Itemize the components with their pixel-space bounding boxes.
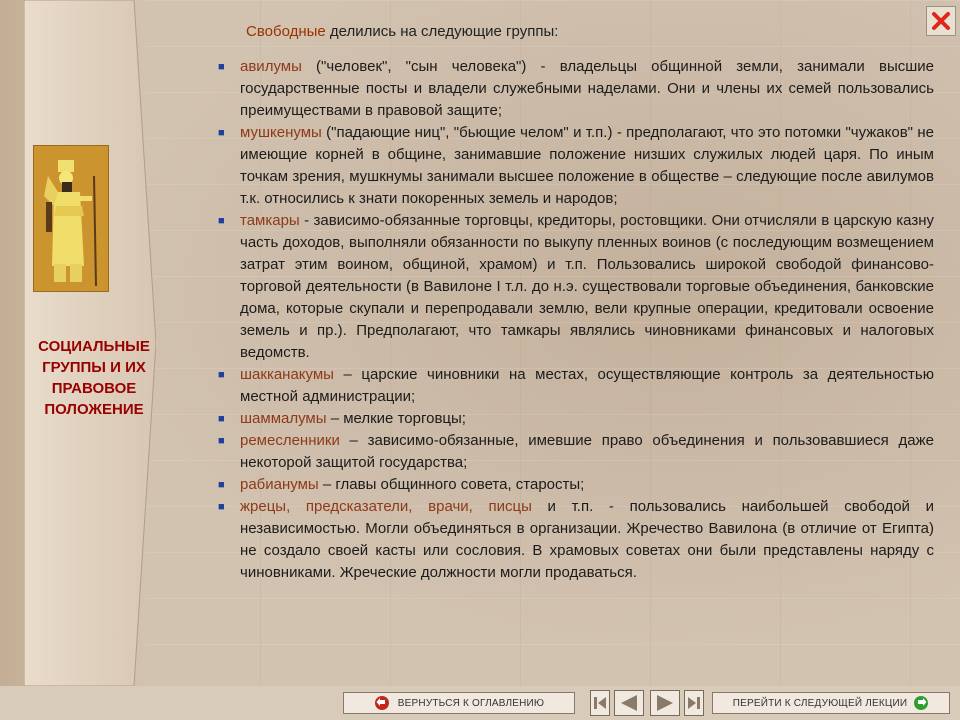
section-title-line-3: ПРАВОВОЕ (51, 380, 137, 397)
bullet-icon: ■ (218, 479, 225, 491)
groups-list (214, 56, 934, 584)
item-text: - зависимо-обязанные торговцы, кредиторы, ростовщики. Они отчисляли в царскую казну часть доходов, выполняли обязанности по выкупу пленных воинов (с последующим возмещением затрат этим воином, общиной, храмом) и т.п. Пользовались широкой свободой финансово-торговой деятельности (в Вавилоне I т.л. до н.э. существовали торговые объединения, банковские дома, которые скупали и перепродавали землю, вели крупные операции, кредитовали освоение земель и пр.). Предполагают, что тамкары являлись чиновниками финансовых и налоговых ведомств. (240, 212, 934, 361)
item-text: ("человек", "сын человека") - владельцы общинной земли, занимали высшие государственные посты и владели служебными наделами. Они и члены их семей пользовались преимуществами в правовой защите; (240, 58, 934, 119)
list-item (214, 474, 934, 496)
bullet-icon: ■ (218, 413, 225, 425)
close-button[interactable] (926, 6, 956, 36)
bullet-icon: ■ (218, 127, 225, 139)
list-item (214, 364, 934, 408)
back-to-contents-label: ВЕРНУТЬСЯ К ОГЛАВЛЕНИЮ (397, 697, 545, 709)
first-slide-button[interactable] (590, 690, 610, 716)
bullet-icon: ■ (218, 435, 225, 447)
intro-highlight: Свободные (246, 23, 326, 40)
next-lecture-label: ПЕРЕЙТИ К СЛЕДУЮЩЕЙ ЛЕКЦИИ (732, 697, 908, 709)
bullet-icon: ■ (218, 369, 225, 381)
term: мушкенумы (240, 124, 322, 141)
first-slide-icon (593, 695, 607, 711)
item-text: – главы общинного совета, старосты; (318, 476, 585, 493)
list-item (214, 122, 934, 210)
previous-slide-button[interactable] (614, 690, 644, 716)
term: шаммалумы (240, 410, 327, 427)
section-title-line-4: ПОЛОЖЕНИЕ (44, 401, 144, 418)
term: ремесленники (240, 432, 340, 449)
last-slide-icon (687, 695, 701, 711)
term: жрецы, предсказатели, врачи, писцы (240, 498, 532, 515)
item-text: и т.п. - пользовались наибольшей свободой и независимостью. Могли объединяться в организации. Жречество Вавилона (в отличие от Египта) не создало своей касты или сословия. В храмовых советах они были представлены наряду с чиновниками. Жреческие должности могли продаваться. (240, 498, 934, 581)
bullet-icon: ■ (218, 501, 225, 513)
list-item (214, 496, 934, 584)
list-item (214, 408, 934, 430)
item-text: – мелкие торговцы; (326, 410, 466, 427)
last-slide-button[interactable] (684, 690, 704, 716)
assyrian-figure-image (33, 145, 109, 292)
section-title-line-1: СОЦИАЛЬНЫЕ (38, 338, 150, 355)
back-to-contents-button[interactable] (343, 692, 575, 714)
bullet-icon: ■ (218, 215, 225, 227)
section-title (26, 336, 162, 420)
previous-icon (618, 694, 640, 712)
intro-text: делились на следующие группы: (325, 23, 559, 40)
item-text: ("падающие ниц", "бьющие челом" и т.п.) - предполагают, что это потомки "чужаков" не имеющие корней в общине, занимавшие положение низших служилых людей царя. По иным точкам зрения, мушкнумы занимали высшее положение в обществе – следующие после авилумов т.к. относились к знати покоренных земель и народов; (240, 124, 934, 207)
list-item (214, 430, 934, 474)
item-text: – зависимо-обязанные, имевшие право объединения и пользовавшиеся даже некоторой защитой государства; (240, 432, 934, 471)
intro-line (246, 23, 558, 40)
next-slide-button[interactable] (650, 690, 680, 716)
close-icon (930, 10, 952, 32)
term: рабианумы (240, 476, 319, 493)
term: авилумы (240, 58, 302, 75)
list-item (214, 56, 934, 122)
section-title-line-2: ГРУППЫ И ИХ (42, 359, 146, 376)
list-item (214, 210, 934, 364)
bullet-icon: ■ (218, 61, 225, 73)
forward-arrow-icon (913, 695, 929, 711)
back-arrow-icon (374, 695, 390, 711)
item-text: – царские чиновники на местах, осуществляющие контроль за деятельностью местной администрации; (240, 366, 934, 405)
term: шакканакумы (240, 366, 334, 383)
next-lecture-button[interactable] (712, 692, 950, 714)
next-icon (654, 694, 676, 712)
term: тамкары (240, 212, 300, 229)
